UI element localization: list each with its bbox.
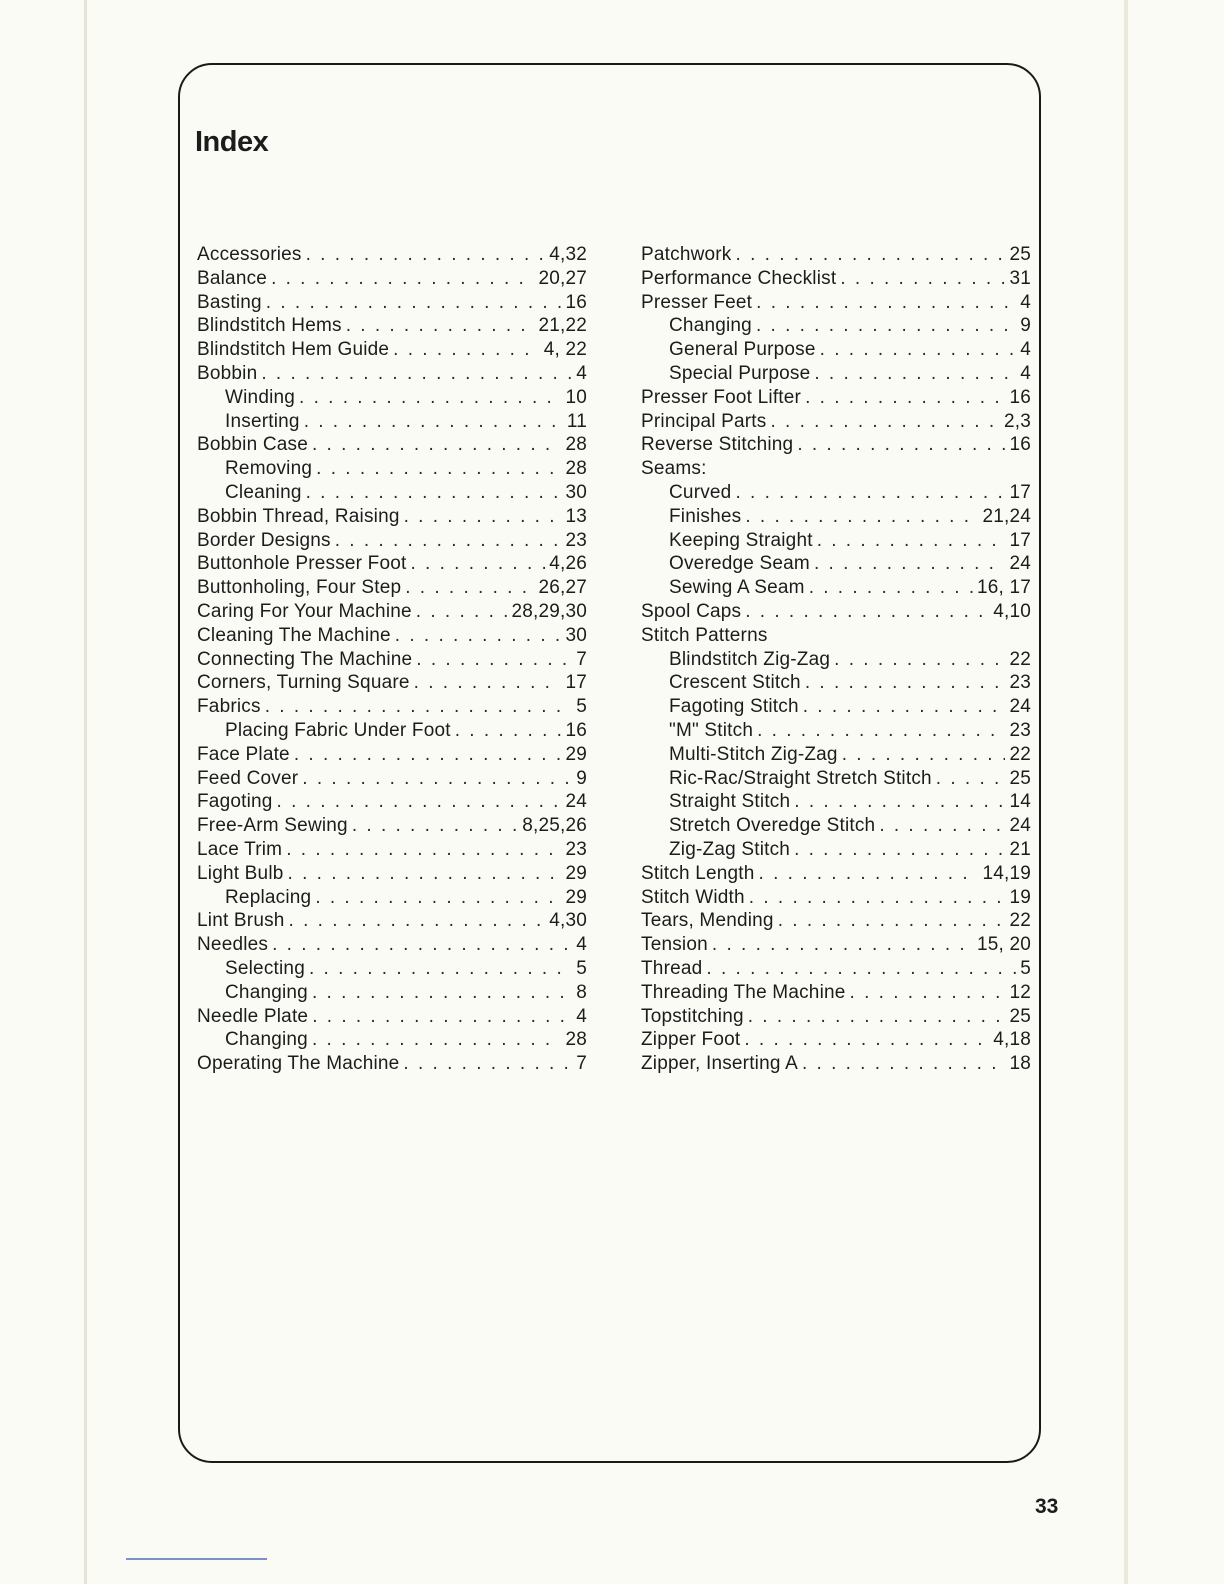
entry-pages: 26,27 [538,577,587,599]
entry-pages: 10 [565,386,587,408]
entry-pages: 24 [1009,553,1031,575]
entry-term: General Purpose [669,339,816,361]
entry-term: Needle Plate [197,1005,309,1027]
entry-pages: 4 [1020,362,1031,384]
dot-leader [294,743,562,767]
index-entry [641,433,1031,457]
entry-term: Removing [225,458,313,480]
dot-leader [803,695,1006,719]
dot-leader [712,933,973,957]
dot-leader [745,505,978,529]
dot-leader [299,386,561,410]
dot-leader [272,933,572,957]
entry-pages: 8,25,26 [522,815,587,837]
entry-pages: 4,32 [549,244,587,265]
dot-leader [277,790,562,814]
index-entry [641,410,1031,434]
dot-leader [316,457,561,481]
dot-leader [304,410,563,434]
index-entry [641,909,1031,933]
entry-term: Changing [225,1029,308,1051]
entry-term: Winding [225,386,296,408]
index-entry [197,933,587,957]
entry-term: Stitch Length [641,862,755,884]
index-entry [197,267,587,291]
entry-term: Border Designs [197,529,331,551]
entry-term: Fagoting Stitch [669,696,799,718]
entry-term: Blindstitch Hem Guide [197,339,390,361]
index-subentry [641,576,1031,600]
entry-term: Basting [197,291,262,313]
index-subentry [641,671,1031,695]
entry-term: Tension [641,934,708,956]
dot-leader [759,862,979,886]
dot-leader [850,981,1006,1005]
entry-pages: 4 [1020,291,1031,313]
entry-pages: 4,30 [549,910,587,932]
dot-leader [404,505,562,529]
dot-leader [265,695,573,719]
index-entry [197,1005,587,1029]
index-entry [197,1052,587,1076]
dot-leader [820,338,1017,362]
entry-pages: 20,27 [538,267,587,289]
entry-pages: 16 [565,291,587,313]
index-subentry [641,529,1031,553]
entry-pages: 4 [576,934,587,956]
index-entry [197,767,587,791]
entry-pages: 19 [1009,886,1031,908]
entry-pages: 24 [1009,696,1031,718]
entry-term: Operating The Machine [197,1053,400,1075]
index-subentry [641,814,1031,838]
index-subentry [197,957,587,981]
dot-leader [312,1028,562,1052]
dot-leader [335,529,562,553]
entry-pages: 4 [576,362,587,384]
entry-pages: 17 [565,672,587,694]
entry-term: Zipper, Inserting A [641,1053,798,1075]
dot-leader [312,433,561,457]
entry-term: Straight Stitch [669,791,791,813]
entry-term: Special Purpose [669,362,811,384]
entry-term: Face Plate [197,743,290,765]
dot-leader [411,552,546,576]
entry-term: Zipper Foot [641,1029,741,1051]
index-subentry [641,790,1031,814]
index-subentry [641,648,1031,672]
entry-pages: 28 [565,458,587,480]
dot-leader [403,1052,572,1076]
page-left-edge [84,0,87,1584]
entry-pages: 23 [565,838,587,860]
entry-term: Performance Checklist [641,267,837,289]
dot-leader [706,957,1016,981]
index-entry [197,529,587,553]
dot-leader [352,814,518,838]
dot-leader [312,981,572,1005]
entry-term: Patchwork [641,244,732,265]
dot-leader [405,576,534,600]
index-subentry [641,505,1031,529]
entry-term: Zig-Zag Stitch [669,838,791,860]
dot-leader [842,743,1006,767]
index-subentry [197,981,587,1005]
dot-leader [271,267,534,291]
entry-term: Buttonhole Presser Foot [197,553,407,575]
entry-pages: 25 [1009,767,1031,789]
entry-term: Blindstitch Zig-Zag [669,648,831,670]
entry-pages: 25 [1009,244,1031,265]
dot-leader [289,909,546,933]
dot-leader [346,314,535,338]
index-entry [197,338,587,362]
index-entry [641,862,1031,886]
entry-term: Bobbin Case [197,434,308,456]
dot-leader [744,1028,989,1052]
dot-leader [286,838,561,862]
entry-pages: 9 [576,767,587,789]
entry-term: Free-Arm Sewing [197,815,348,837]
entry-pages: 4,18 [993,1029,1031,1051]
dot-leader [794,790,1005,814]
index-column-left [197,243,587,1076]
entry-term: Accessories [197,244,302,265]
entry-pages: 18 [1009,1053,1031,1075]
entry-pages: 16 [565,719,587,741]
dot-leader [735,481,1005,505]
entry-pages: 4 [576,1005,587,1027]
entry-pages: 15, 20 [976,934,1031,956]
entry-term: Changing [225,981,308,1003]
entry-pages: 16 [1009,386,1031,408]
entry-term: Tears, Mending [641,910,774,932]
index-subentry [197,410,587,434]
index-subentry [641,838,1031,862]
entry-pages: 24 [565,791,587,813]
entry-pages: 9 [1020,315,1031,337]
index-subentry [197,1028,587,1052]
page-number: 33 [1035,1495,1059,1518]
entry-pages: 25 [1009,1005,1031,1027]
entry-pages: 4, 22 [543,339,587,361]
entry-pages: 29 [565,743,587,765]
index-entry [197,624,587,648]
entry-pages: 16, 17 [976,577,1031,599]
index-entry [197,576,587,600]
index-entry [197,433,587,457]
index-subentry [641,481,1031,505]
dot-leader [756,291,1016,315]
entry-pages: 30 [565,624,587,646]
entry-term: Blindstitch Hems [197,315,342,337]
dot-leader [809,576,973,600]
dot-leader [834,648,1005,672]
entry-term: Threading The Machine [641,981,846,1003]
index-subentry [197,457,587,481]
entry-pages: 22 [1009,910,1031,932]
entry-term: Lint Brush [197,910,285,932]
entry-term: Keeping Straight [669,529,813,551]
index-entry [641,1052,1031,1076]
index-entry [641,386,1031,410]
dot-leader [414,671,562,695]
index-entry [197,743,587,767]
index-entry [641,1028,1031,1052]
entry-term: Replacing [225,886,312,908]
dot-leader [757,719,1005,743]
entry-term: Stitch Width [641,886,745,908]
entry-term: Fagoting [197,791,273,813]
entry-term: Connecting The Machine [197,648,413,670]
dot-leader [749,886,1006,910]
entry-pages: 4,10 [993,600,1031,622]
entry-pages: 28 [565,434,587,456]
index-entry [197,814,587,838]
entry-pages: 22 [1009,743,1031,765]
index-subentry [641,338,1031,362]
dot-leader [309,957,572,981]
index-subentry [641,719,1031,743]
dot-leader [879,814,1005,838]
index-entry [197,790,587,814]
entry-pages: 21,22 [538,315,587,337]
entry-pages: 11 [566,410,587,432]
dot-leader [306,481,562,505]
entry-pages: 7 [576,1053,587,1075]
index-subentry [641,767,1031,791]
dot-leader [312,1005,572,1029]
index-subentry [197,386,587,410]
dot-leader [745,600,989,624]
index-entry [197,648,587,672]
index-entry [641,267,1031,291]
entry-pages: 5 [576,696,587,718]
index-entry [641,886,1031,910]
index-entry [197,314,587,338]
entry-term: Selecting [225,957,305,979]
entry-term: Lace Trim [197,838,283,860]
entry-pages: 23 [1009,719,1031,741]
index-entry [197,695,587,719]
entry-pages: 28,29,30 [511,600,587,622]
dot-leader [814,362,1016,386]
entry-term: Fabrics [197,696,261,718]
entry-pages: 30 [565,481,587,503]
entry-term: Balance [197,267,268,289]
dot-leader [416,648,572,672]
index-subentry [197,481,587,505]
dot-leader [771,410,1000,434]
dot-leader [315,886,561,910]
index-entry [197,838,587,862]
entry-pages: 29 [565,886,587,908]
index-subentry [641,695,1031,719]
entry-pages: 23 [1009,672,1031,694]
entry-term: Stitch Patterns [641,624,768,646]
entry-pages: 13 [565,505,587,527]
index-subentry [641,362,1031,386]
dot-leader [306,243,546,267]
index-entry [197,243,587,267]
entry-term: Topstitching [641,1005,744,1027]
index-entry [197,291,587,315]
entry-term: Multi-Stitch Zig-Zag [669,743,838,765]
entry-pages: 23 [565,529,587,551]
entry-pages: 2,3 [1003,410,1031,432]
entry-pages: 17 [1009,529,1031,551]
index-entry [197,600,587,624]
dot-leader [288,862,562,886]
entry-pages: 24 [1009,815,1031,837]
dot-leader [797,433,1005,457]
index-entry [197,671,587,695]
dot-leader [395,624,562,648]
entry-term: Bobbin Thread, Raising [197,505,400,527]
dot-leader [805,386,1005,410]
index-subentry [641,314,1031,338]
entry-term: Bobbin [197,362,258,384]
entry-pages: 4,26 [549,553,587,575]
index-entry [641,624,1031,648]
index-entry [197,505,587,529]
dot-leader [814,552,1006,576]
dot-leader [756,314,1016,338]
entry-term: Overedge Seam [669,553,810,575]
entry-pages: 5 [1020,957,1031,979]
entry-term: Spool Caps [641,600,742,622]
dot-leader [416,600,508,624]
dot-leader [840,267,1005,291]
entry-term: Feed Cover [197,767,299,789]
entry-term: Reverse Stitching [641,434,794,456]
index-entry [197,362,587,386]
entry-term: Cleaning [225,481,302,503]
entry-term: Sewing A Seam [669,577,805,599]
entry-pages: 16 [1009,434,1031,456]
entry-pages: 21,24 [982,505,1031,527]
index-entry [197,909,587,933]
dot-leader [302,767,572,791]
footer-rule [126,1558,267,1560]
index-entry [641,457,1031,481]
dot-leader [261,362,572,386]
entry-term: Inserting [225,410,300,432]
index-subentry [641,552,1031,576]
index-entry [641,933,1031,957]
entry-term: Ric-Rac/Straight Stretch Stitch [669,767,932,789]
entry-pages: 7 [576,648,587,670]
entry-pages: 17 [1009,481,1031,503]
entry-pages: 31 [1009,267,1031,289]
entry-pages: 14 [1009,791,1031,813]
entry-term: Buttonholing, Four Step [197,577,402,599]
entry-term: Presser Foot Lifter [641,386,802,408]
entry-term: Cleaning The Machine [197,624,391,646]
entry-term: Presser Feet [641,291,753,313]
entry-pages: 21 [1009,838,1031,860]
entry-term: Corners, Turning Square [197,672,410,694]
entry-pages: 5 [576,957,587,979]
dot-leader [794,838,1005,862]
index-entry [197,552,587,576]
entry-pages: 4 [1020,339,1031,361]
entry-term: "M" Stitch [669,719,754,741]
dot-leader [805,671,1006,695]
entry-pages: 22 [1009,648,1031,670]
index-entry [641,243,1031,267]
index-subentry [197,719,587,743]
page-right-edge [1124,0,1128,1584]
entry-term: Caring For Your Machine [197,600,412,622]
dot-leader [748,1005,1006,1029]
entry-term: Changing [669,315,752,337]
dot-leader [393,338,540,362]
index-entry [641,981,1031,1005]
index-entry [641,1005,1031,1029]
index-column-right [641,243,1031,1076]
entry-term: Finishes [669,505,742,527]
entry-term: Crescent Stitch [669,672,801,694]
entry-pages: 28 [565,1029,587,1051]
index-entry [641,600,1031,624]
entry-term: Placing Fabric Under Foot [225,719,451,741]
dot-leader [266,291,562,315]
index-subentry [197,886,587,910]
index-subentry [641,743,1031,767]
entry-term: Curved [669,481,732,503]
entry-term: Principal Parts [641,410,767,432]
entry-term: Stretch Overedge Stitch [669,815,876,837]
page-title: Index [195,126,269,158]
dot-leader [778,909,1006,933]
index-entry [641,291,1031,315]
dot-leader [736,243,1006,267]
dot-leader [936,767,1006,791]
entry-pages: 29 [565,862,587,884]
entry-pages: 12 [1009,981,1031,1003]
dot-leader [455,719,562,743]
entry-term: Needles [197,934,269,956]
entry-term: Light Bulb [197,862,284,884]
entry-pages: 14,19 [982,862,1031,884]
index-entry [641,957,1031,981]
index-entry [197,862,587,886]
entry-term: Seams: [641,458,707,480]
dot-leader [817,529,1006,553]
entry-pages: 8 [576,981,587,1003]
entry-term: Thread [641,957,703,979]
dot-leader [802,1052,1006,1076]
